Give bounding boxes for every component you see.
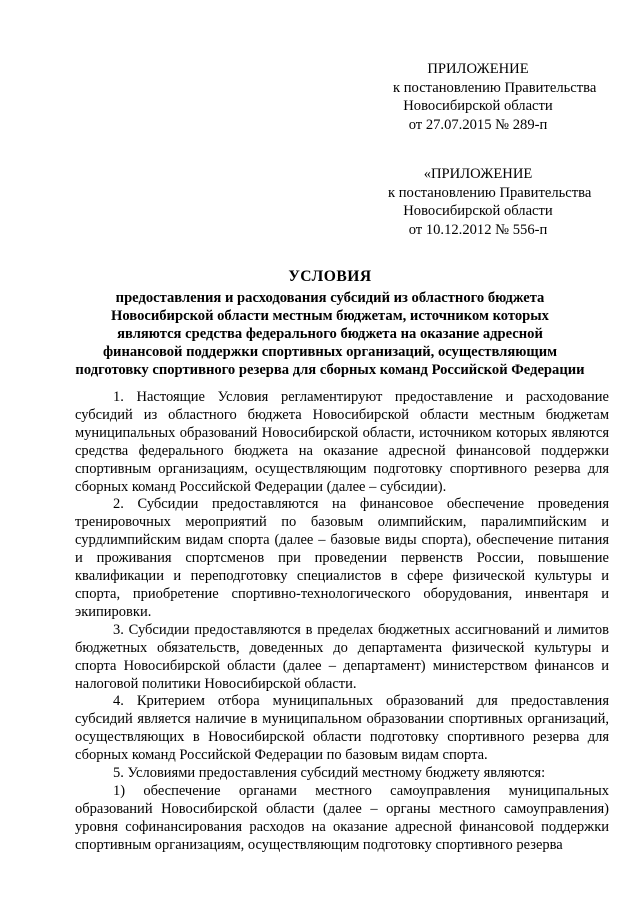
appendix-current-line: Новосибирской области bbox=[403, 98, 553, 114]
title-subtitle-line: финансовой поддержки спортивных организаций, осуществляющим bbox=[102, 344, 558, 360]
document-body bbox=[75, 389, 609, 855]
appendix-original-line: к постановлению Правительства bbox=[388, 184, 592, 201]
paragraph-5-item-1: 1) обеспечение органами местного самоуправления муниципальных образований Новосибирской области (далее – органы местного самоуправления) уровня софинансирования расходов на оказание адресной финансовой поддержки спортивным организациям, осуществляющим подготовку спортивного резерва bbox=[75, 782, 609, 853]
title-subtitle bbox=[50, 289, 610, 379]
paragraph-3: 3. Субсидии предоставляются в пределах бюджетных ассигнований и лимитов бюджетных обязательств, доведенных до департамента физической культуры и спорта Новосибирской области (далее – департамент) министерством финансов и налоговой политики Новосибирской области. bbox=[75, 621, 609, 692]
paragraph-1: 1. Настоящие Условия регламентируют предоставление и расходование субсидий из областного бюджета Новосибирской области местным бюджетам муниципальных образований Новосибирской области, источником которых являются средства федерального бюджета на оказание адресной финансовой поддержки спортивным организациям, осуществляющим подготовку спортивного резерва для сборных команд Российской Федерации (далее – субсидии). bbox=[75, 389, 609, 495]
appendix-original-line: Новосибирской области bbox=[403, 203, 553, 219]
title-heading: УСЛОВИЯ bbox=[288, 268, 372, 285]
title-subtitle-line: подготовку спортивного резерва для сборных команд Российской Федерации bbox=[75, 362, 585, 378]
appendix-original bbox=[388, 165, 592, 239]
appendix-original-line: «ПРИЛОЖЕНИЕ bbox=[423, 166, 533, 182]
appendix-current-line: ПРИЛОЖЕНИЕ bbox=[427, 61, 529, 77]
appendix-current-line: к постановлению Правительства bbox=[393, 79, 597, 96]
paragraph-4: 4. Критерием отбора муниципальных образований для предоставления субсидий является наличие в муниципальном образовании спортивных организаций, осуществляющих в Новосибирской области подготовку спортивного резерва для сборных команд Российской Федерации по базовым видам спорта. bbox=[75, 693, 609, 764]
title-subtitle-line: являются средства федерального бюджета на оказание адресной bbox=[117, 326, 543, 342]
appendix-current-line: от 27.07.2015 № 289-п bbox=[408, 116, 548, 133]
appendix-current bbox=[393, 60, 597, 134]
paragraph-5: 5. Условиями предоставления субсидий местному бюджету являются: bbox=[113, 765, 546, 782]
document-title bbox=[50, 268, 610, 379]
title-subtitle-line: Новосибирской области местным бюджетам, источником которых bbox=[111, 308, 549, 324]
title-subtitle-line: предоставления и расходования субсидий из областного бюджета bbox=[115, 290, 545, 306]
appendix-original-line: от 10.12.2012 № 556-п bbox=[408, 221, 548, 238]
paragraph-2: 2. Субсидии предоставляются на финансовое обеспечение проведения тренировочных мероприятий по базовым олимпийским, паралимпийским и сурдлимпийским видам спорта (далее – базовые виды спорта), обеспечение питания и проживания спортсменов при проведении первенств России, повышение квалификации и переподготовку специалистов в сфере физической культуры и спорта, приобретение спортивно-технологического оборудования, инвентаря и экипировки. bbox=[75, 496, 609, 620]
